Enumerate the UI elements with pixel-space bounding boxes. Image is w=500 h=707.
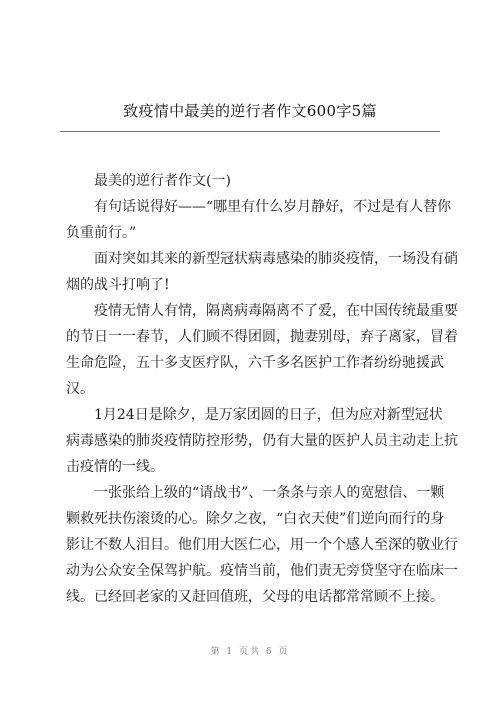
paragraph-line: 的节日一一春节，人们顾不得团圆，抛妻别母，弃子离家，冒着 [66, 329, 458, 345]
section-heading: 最美的逆行者作文(一) [94, 173, 231, 189]
paragraph-line: 烟的战斗打响了! [66, 277, 170, 293]
paragraph-line: 汉。 [66, 381, 94, 397]
paragraph-line: 负重前行。” [66, 225, 137, 241]
paragraph-line: 颗救死扶伤滚烫的心。除夕之夜，“白衣天使”们逆向而行的身 [66, 511, 445, 527]
paragraph-line: 击疫情的一线。 [66, 459, 164, 475]
paragraph-line: 影让不数人泪目。他们用大医仁心，用一个个感人至深的敬业行 [66, 537, 458, 553]
paragraph-line: 疫情无情人有情，隔离病毒隔离不了爱，在中国传统最重要 [94, 303, 458, 319]
paragraph-line: 1月24日是除夕，是万家团圆的日子，但为应对新型冠状 [94, 407, 443, 423]
document-body [66, 168, 458, 610]
paragraph-line: 动为公众安全保驾护航。疫情当前，他们责无旁贷坚守在临床一 [66, 563, 458, 579]
title-divider [60, 131, 440, 132]
page-footer: 第 1 页共 6 页 [210, 647, 290, 657]
paragraph-line: 一张张给上级的“请战书”、一条条与亲人的宽慰信、一颗 [94, 485, 445, 501]
paragraph-line: 线。已经回老家的又赶回值班，父母的电话都常常顾不上接。 [66, 589, 444, 605]
paragraph-line: 有句话说得好——“哪里有什么岁月静好，不过是有人替你 [94, 199, 452, 215]
document-title: 致疫情中最美的逆行者作文600字5篇 [123, 102, 377, 120]
paragraph-line: 面对突如其来的新型冠状病毒感染的肺炎疫情，一场没有硝 [94, 251, 458, 267]
paragraph-line: 病毒感染的肺炎疫情防控形势，仍有大量的医护人员主动走上抗 [66, 433, 458, 449]
paragraph-line: 生命危险，五十多支医疗队，六千多名医护工作者纷纷驰援武 [66, 355, 444, 371]
